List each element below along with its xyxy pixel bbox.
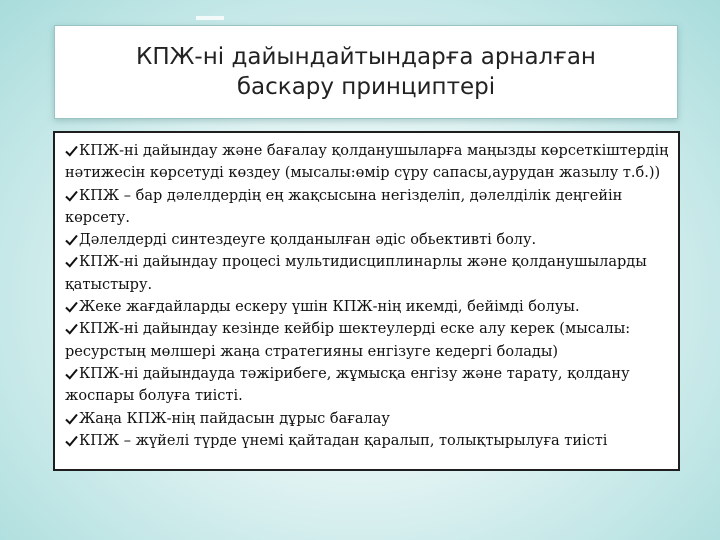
bullet-item: [65, 318, 670, 363]
checkmark-icon: [65, 234, 78, 246]
bullet-text: КПЖ-ні дайындауда тәжірибеге, жұмысқа енгізу және тарату, қолдану жоспары болуға тиісті.: [65, 365, 630, 405]
bullet-text: КПЖ – жүйелі түрде үнемі қайтадан қаралып, толықтырылуға тиісті: [79, 432, 608, 449]
checkmark-icon: [65, 435, 78, 447]
bullet-text: КПЖ – бар дәлелдердің ең жақсысына негізделіп, дәлелділік деңгейін көрсету.: [65, 187, 623, 226]
bullet-item: [65, 140, 670, 185]
bullet-item: [65, 229, 670, 251]
checkmark-icon: [65, 323, 78, 335]
checkmark-icon: [65, 301, 78, 313]
bullet-list: [65, 140, 670, 452]
content-box: [53, 131, 680, 471]
title-box: [54, 25, 678, 119]
checkmark-icon: [65, 368, 78, 380]
bullet-item: [65, 363, 670, 408]
bullet-text: КПЖ-ні дайындау процесі мультидисциплинарлы және қолданушыларды қатыстыру.: [65, 254, 647, 293]
bullet-item: [65, 296, 670, 318]
bullet-item: [65, 430, 670, 452]
bullet-text: КПЖ-ні дайындау және бағалау қолданушыларға маңызды көрсеткіштердің нәтижесін көрсетуді көздеу (мысалы:өмір сүру сапасы,аурудан жазылу т.б.)): [65, 143, 669, 182]
checkmark-icon: [65, 256, 78, 268]
bullet-text: Дәлелдерді синтездеуге қолданылған әдіс обьективті болу.: [79, 232, 537, 249]
bullet-text: Жеке жағдайларды ескеру үшін КПЖ-нің икемді, бейімді болуы.: [79, 299, 580, 316]
background-accent: [196, 16, 224, 20]
checkmark-icon: [65, 413, 78, 425]
slide-title: КПЖ-ні дайындайтындарға арналған баскару принциптері: [136, 44, 596, 100]
bullet-item: [65, 185, 670, 230]
bullet-text: КПЖ-ні дайындау кезінде кейбір шектеулерді еске алу керек (мысалы: ресурстың мөлшері жаңа стратегияны енгізуге кедергі болады): [65, 321, 631, 360]
bullet-text: Жаңа КПЖ-нің пайдасын дұрыс бағалау: [79, 410, 390, 427]
bullet-item: [65, 408, 670, 430]
bullet-item: [65, 251, 670, 296]
checkmark-icon: [65, 145, 78, 157]
checkmark-icon: [65, 190, 78, 202]
